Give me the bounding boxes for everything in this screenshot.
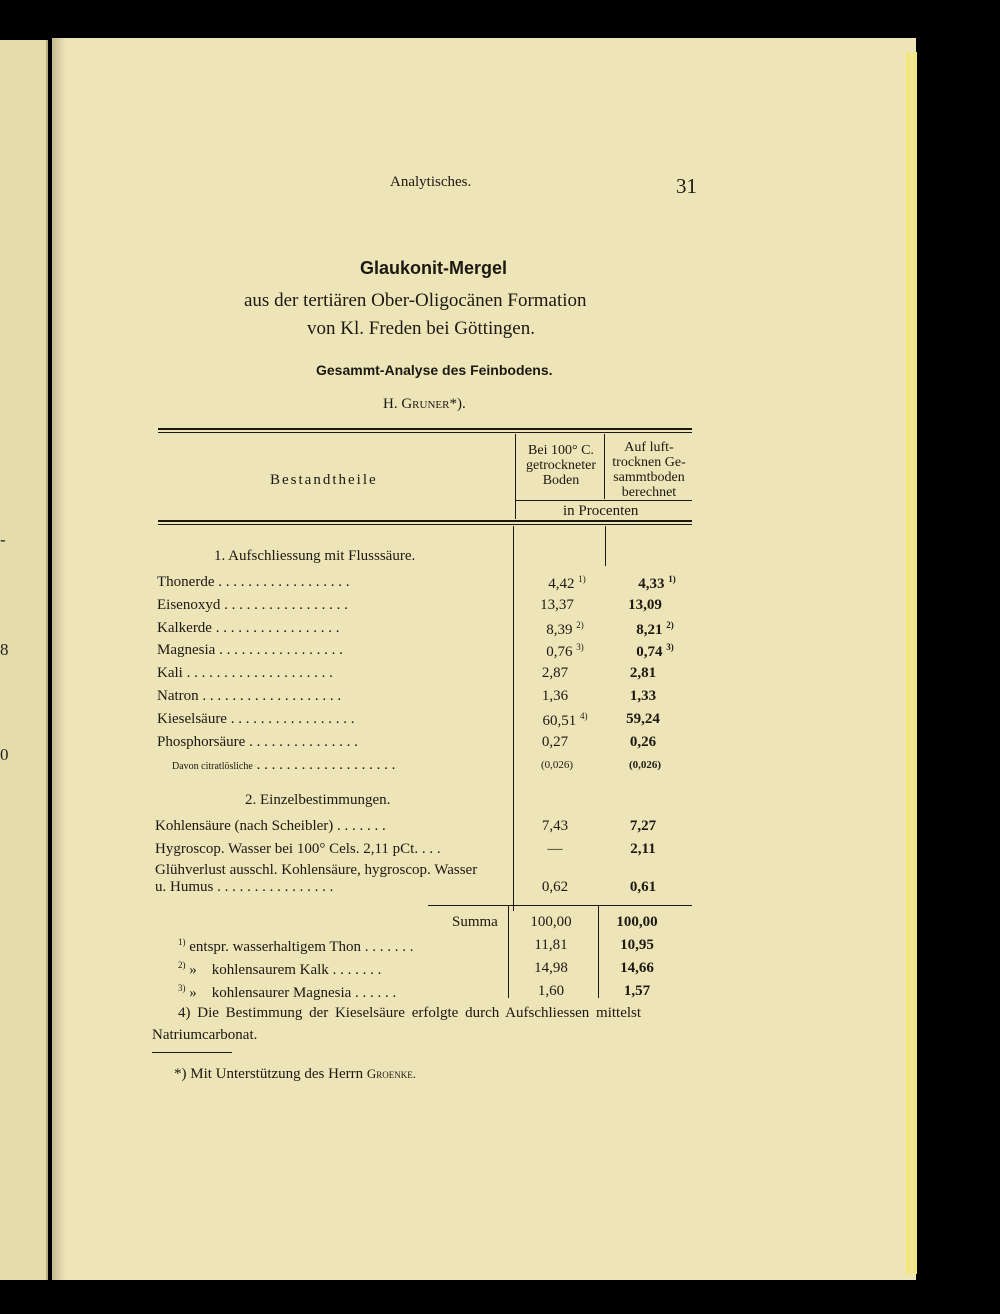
column-header-airdry: Auf luft-trocknen Ge-sammtboden berechnet [612, 440, 686, 500]
column-divider [605, 526, 606, 566]
table-row-label: Natron . . . . . . . . . . . . . . . . . . . [157, 688, 342, 704]
table-cell-dried: 0,76 $^{3)}$ [546, 642, 584, 660]
table-row-label: Hygroscop. Wasser bei 100° Cels. 2,11 pCt. . . . [155, 841, 441, 857]
table-cell-airdry: 0,26 [629, 734, 657, 750]
subtitle-formation: aus der tertiären Ober-Oligocänen Formation [244, 290, 587, 311]
column-header-dried: Bei 100° C. getrockneter Boden [526, 443, 596, 488]
summa-dried: 100,00 [530, 914, 572, 930]
note-cell-dried: 14,98 [534, 960, 568, 976]
note-4: 4) Die Bestimmung der Kieselsäure erfolgte durch Aufschliessen mittelst [178, 1005, 642, 1021]
table-row-label-line1: Glühverlust ausschl. Kohlensäure, hygroscop. Wasser [155, 862, 478, 878]
note-cell-airdry: 1,57 [623, 983, 651, 999]
table-row-label: Kali . . . . . . . . . . . . . . . . . . . . [157, 665, 333, 681]
note-row-label: $^{1)}$ entspr. wasserhaltigem Thon . . . . . . . [178, 937, 414, 955]
table-row-label: Kalkerde . . . . . . . . . . . . . . . . . [157, 620, 340, 636]
note-row-label: $^{2)}$ » kohlensaurem Kalk . . . . . . . [178, 960, 382, 978]
table-cell-airdry: 4,33 $^{1)}$ [638, 574, 676, 592]
left-margin-mark: - [0, 530, 6, 549]
section-heading: 1. Aufschliessung mit Flusssäure. [214, 548, 416, 564]
left-margin-mark: 0 [0, 745, 9, 764]
note-cell-dried: 1,60 [537, 983, 565, 999]
table-cell-airdry: 13,09 [628, 597, 662, 613]
table-cell-dried: 0,62 [541, 879, 569, 895]
footnote: *) Mit Unterstützung des Herrn Groenke. [174, 1066, 417, 1082]
summa-rule [428, 905, 692, 906]
summa-label: Summa [452, 914, 498, 930]
table-cell-dried: (0,026) [540, 759, 574, 771]
table-row-label: Davon citratlösliche . . . . . . . . . . . . . . . . . . . [172, 757, 396, 773]
table-cell-airdry: 0,74 $^{3)}$ [636, 642, 674, 660]
table-cell-dried: 13,37 [540, 597, 574, 613]
table-top-rule [158, 428, 692, 430]
table-cell-airdry: 2,11 [630, 841, 656, 857]
author-prefix: H. [383, 396, 398, 412]
table-cell-airdry: 0,61 [629, 879, 657, 895]
note-cell-airdry: 14,66 [620, 960, 654, 976]
analysis-title: Gesammt-Analyse des Feinbodens. [316, 362, 553, 378]
note-cell-dried: 11,81 [534, 937, 568, 953]
book-page [52, 38, 916, 1280]
table-row-label: Kieselsäure . . . . . . . . . . . . . . . . . [157, 711, 355, 727]
table-cell-airdry: 59,24 [626, 711, 660, 727]
table-cell-dried: 0,27 [541, 734, 569, 750]
page-edge [906, 52, 911, 1274]
table-cell-airdry: 1,33 [629, 688, 657, 704]
left-margin-mark: 8 [0, 640, 9, 659]
page-gutter-shadow [52, 38, 66, 1280]
summa-airdry: 100,00 [616, 914, 658, 930]
table-cell-dried: 7,43 [541, 818, 569, 834]
table-cell-dried: 2,87 [541, 665, 569, 681]
section-heading: 2. Einzelbestimmungen. [245, 792, 391, 808]
table-cell-airdry: 2,81 [629, 665, 657, 681]
author-name: Gruner [401, 396, 450, 412]
document-title: Glaukonit-Mergel [360, 258, 508, 278]
footnote-rule [152, 1052, 232, 1053]
unit-label: in Procenten [563, 503, 639, 519]
note-row-label: $^{3)}$ » kohlensaurer Magnesia . . . . . . [178, 983, 397, 1001]
table-cell-dried: 4,42 $^{1)}$ [548, 574, 586, 592]
table-cell-dried: — [547, 841, 563, 857]
column-divider [515, 434, 516, 519]
table-cell-airdry: 7,27 [629, 818, 657, 834]
header-bottom-rule [158, 524, 692, 525]
table-row-label: Phosphorsäure . . . . . . . . . . . . . . . [157, 734, 358, 750]
note-4-continuation: Natriumcarbonat. [152, 1027, 258, 1043]
column-divider [604, 434, 605, 499]
header-sub-rule [516, 500, 692, 501]
author-mark: *). [449, 396, 466, 412]
left-page-edge [0, 40, 48, 1280]
note-cell-airdry: 10,95 [620, 937, 654, 953]
table-cell-airdry: (0,026) [628, 759, 662, 771]
column-header-component: Bestandtheile [270, 472, 378, 488]
table-cell-dried: 60,51 $^{4)}$ [542, 711, 588, 729]
table-row-label-line2: u. Humus . . . . . . . . . . . . . . . . [155, 879, 334, 895]
page-number: 31 [676, 174, 697, 198]
page-edge [913, 52, 917, 1274]
table-row-label: Thonerde . . . . . . . . . . . . . . . . . . [157, 574, 350, 590]
running-title: Analytisches. [390, 174, 472, 190]
table-row-label: Kohlensäure (nach Scheibler) . . . . . . . [155, 818, 386, 834]
table-cell-dried: 8,39 $^{2)}$ [546, 620, 584, 638]
table-row-label: Eisenoxyd . . . . . . . . . . . . . . . . . [157, 597, 348, 613]
author-line [383, 396, 466, 413]
table-cell-dried: 1,36 [541, 688, 569, 704]
table-top-rule [158, 432, 692, 433]
subtitle-location: von Kl. Freden bei Göttingen. [307, 318, 535, 339]
header-bottom-rule [158, 520, 692, 522]
table-row-label: Magnesia . . . . . . . . . . . . . . . . . [157, 642, 343, 658]
table-cell-airdry: 8,21 $^{2)}$ [636, 620, 674, 638]
